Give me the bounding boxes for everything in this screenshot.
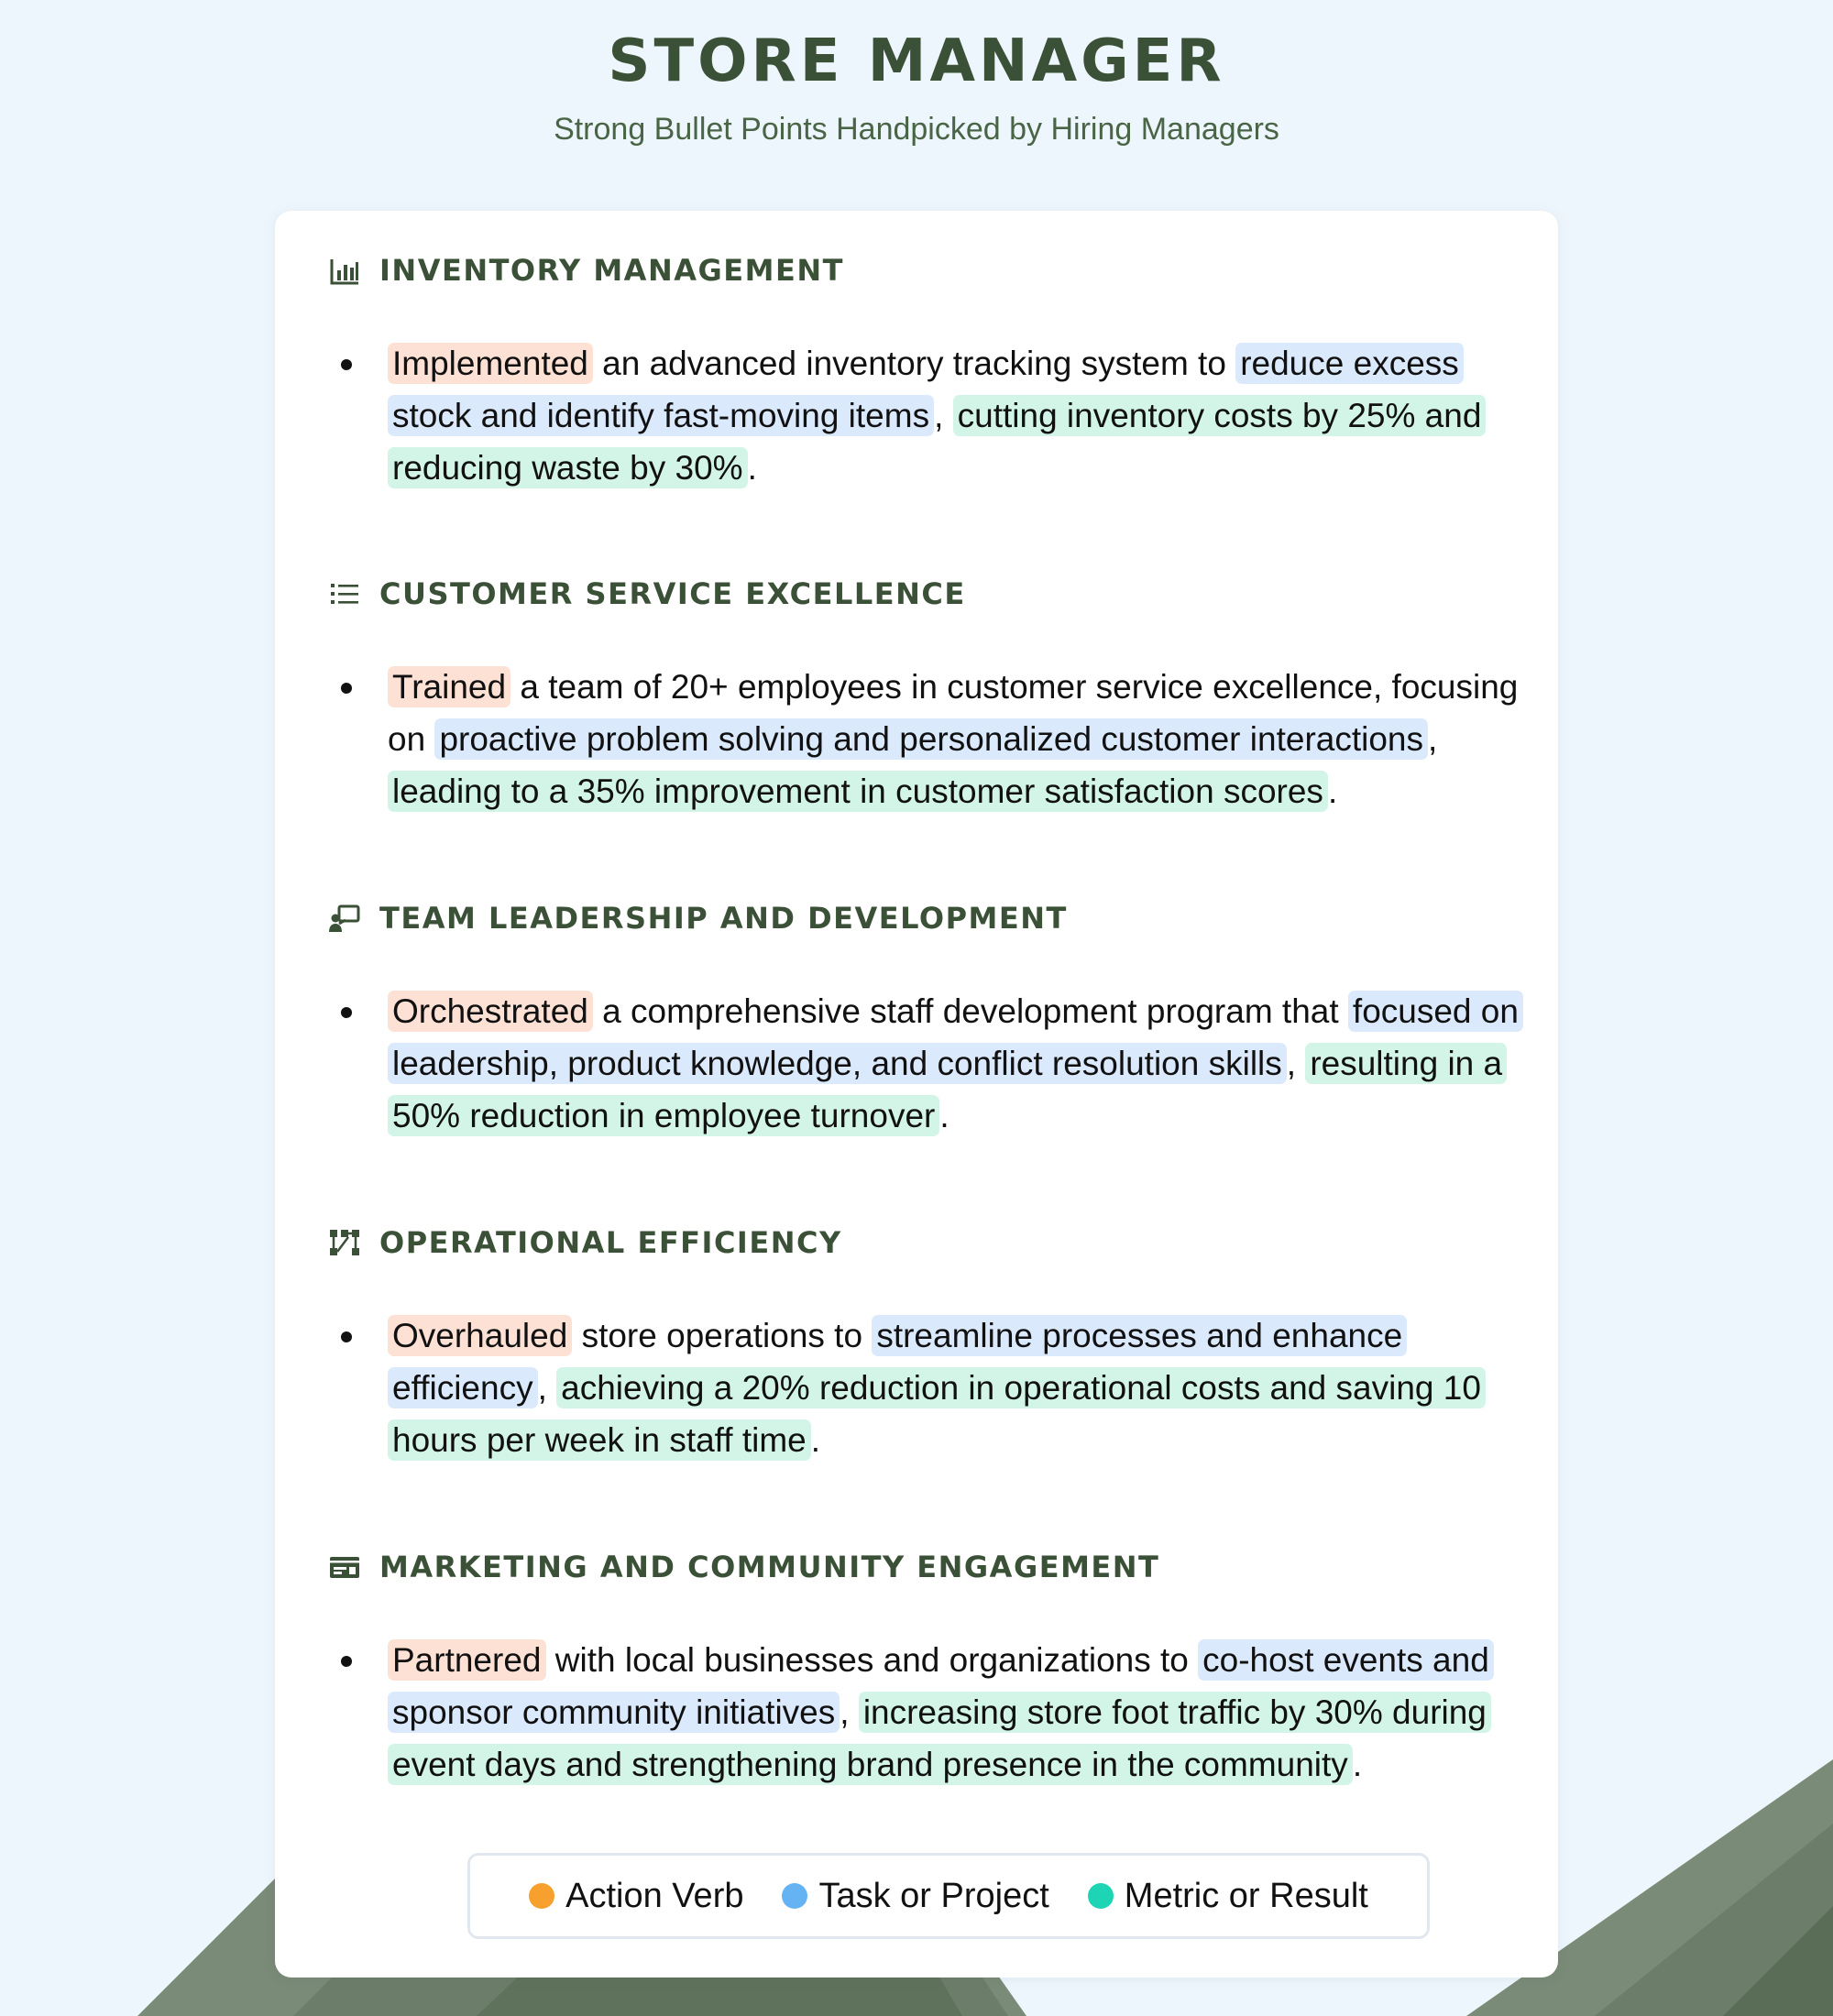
bar-chart-icon [328, 254, 361, 287]
orange-dot-icon [529, 1883, 554, 1909]
action-verb: Trained [388, 666, 510, 707]
legend-label: Task or Project [818, 1876, 1049, 1915]
list-icon [328, 577, 361, 610]
presenter-board-icon [328, 902, 361, 935]
metric-phrase: leading to a 35% improvement in customer satisfaction scores [388, 771, 1328, 812]
billboard-icon [328, 1550, 361, 1583]
metric-phrase: increasing store foot traffic by 30% during event days and strengthening brand presence in the community [388, 1692, 1491, 1785]
highlight-legend [467, 1853, 1430, 1939]
section-customer-service [328, 571, 1520, 817]
section-title: OPERATIONAL EFFICIENCY [379, 1225, 842, 1260]
page-header [0, 27, 1833, 148]
bullet-end: . [810, 1421, 821, 1459]
bullet-end: . [939, 1097, 949, 1134]
bullet-end: . [1352, 1746, 1363, 1783]
metric-phrase: achieving a 20% reduction in operational costs and saving 10 hours per week in staff time [388, 1367, 1486, 1461]
bullet-point [328, 1634, 1520, 1791]
task-phrase: proactive problem solving and personalized customer interactions [434, 718, 1428, 760]
bullet-separator: , [1286, 1045, 1306, 1082]
teal-dot-icon [1088, 1883, 1114, 1909]
page-subtitle: Strong Bullet Points Handpicked by Hiring Managers [554, 112, 1279, 147]
bullet-point [328, 1309, 1520, 1466]
bullet-end: . [1327, 772, 1338, 810]
bullet-point [328, 661, 1520, 817]
task-phrase: streamline processes and enhance efficiency [388, 1315, 1407, 1408]
bullet-text: a team of 20+ employees in customer service excellence, focusing on [388, 668, 1519, 758]
bullet-end: . [747, 449, 757, 487]
legend-label: Action Verb [565, 1876, 744, 1915]
task-phrase: reduce excess stock and identify fast-moving items [388, 343, 1464, 436]
legend-item-metric [1088, 1877, 1368, 1916]
page-title: STORE MANAGER [608, 27, 1225, 95]
legend-label: Metric or Result [1124, 1876, 1368, 1915]
section-title: CUSTOMER SERVICE EXCELLENCE [379, 576, 966, 611]
section-inventory-management [328, 247, 1520, 494]
blue-dot-icon [782, 1883, 807, 1909]
task-phrase: co-host events and sponsor community initiatives [388, 1639, 1494, 1733]
bullet-text: a comprehensive staff development program that [592, 992, 1348, 1030]
bullet-text: an advanced inventory tracking system to [592, 345, 1236, 382]
bullet-separator: , [1428, 720, 1438, 758]
action-verb: Overhauled [388, 1315, 572, 1356]
bullet-separator: , [934, 397, 953, 434]
bullet-text: store operations to [572, 1317, 873, 1354]
section-title: TEAM LEADERSHIP AND DEVELOPMENT [379, 901, 1068, 936]
task-phrase: focused on leadership, product knowledge, and conflict resolution skills [388, 991, 1523, 1084]
section-title: INVENTORY MANAGEMENT [379, 253, 844, 288]
legend-item-action [529, 1877, 743, 1916]
metric-phrase: resulting in a 50% reduction in employee turnover [388, 1043, 1507, 1136]
section-title: MARKETING AND COMMUNITY ENGAGEMENT [379, 1550, 1160, 1584]
legend-item-task [782, 1877, 1048, 1916]
section-team-leadership [328, 895, 1520, 1142]
action-verb: Orchestrated [388, 991, 593, 1032]
bullet-separator: , [537, 1369, 557, 1407]
section-operational-efficiency [328, 1220, 1520, 1466]
bullet-point [328, 985, 1520, 1142]
bullet-separator: , [840, 1693, 859, 1731]
metric-phrase: cutting inventory costs by 25% and reducing waste by 30% [388, 395, 1486, 488]
workflow-nodes-icon [328, 1226, 361, 1259]
action-verb: Partnered [388, 1639, 546, 1681]
section-marketing-community [328, 1544, 1520, 1791]
bullet-text: with local businesses and organizations to [545, 1641, 1199, 1679]
action-verb: Implemented [388, 343, 593, 384]
bullet-point [328, 337, 1520, 494]
content-card [275, 211, 1558, 1978]
